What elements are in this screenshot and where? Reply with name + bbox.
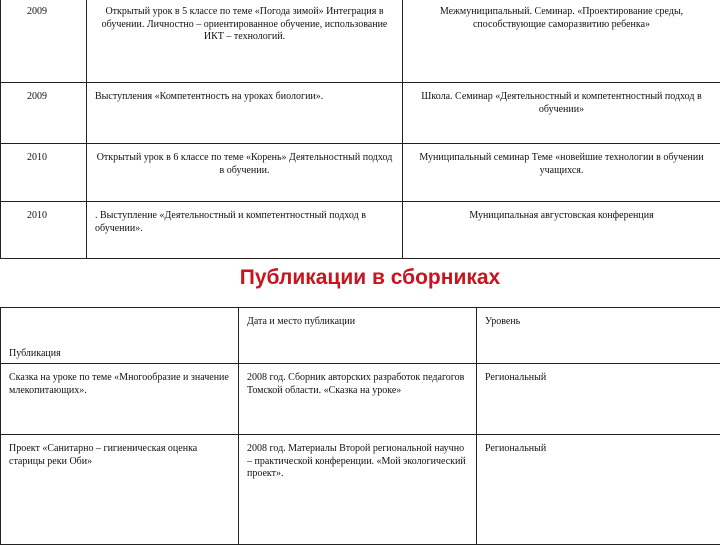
year-cell: 2010 [1,202,87,259]
header-level: Уровень [477,308,720,364]
level-cell: Школа. Семинар «Деятельностный и компетентностный подход в обучении» [403,83,720,144]
year-cell: 2009 [1,83,87,144]
header-publication: Публикация [1,308,239,364]
publication-cell: Проект «Санитарно – гигиеническая оценка старицы реки Оби» [1,435,239,545]
table-row [1,435,720,545]
publication-cell: Сказка на уроке по теме «Многообразие и значение млекопитающих». [1,364,239,435]
level-cell: Региональный [477,435,720,545]
table-row [1,202,720,259]
table-header-row [1,308,720,364]
level-cell: Региональный [477,364,720,435]
date-place-cell: 2008 год. Материалы Второй региональной научно – практической конференции. «Мой экологический проект». [239,435,477,545]
event-cell: Выступления «Компетентность на уроках биологии». [87,83,403,144]
event-cell: Открытый урок в 5 классе по теме «Погода зимой» Интеграция в обучении. Личностно – ориентированное обучение, использование ИКТ – технологий. [87,0,403,83]
publications-table [0,307,720,545]
table-row [1,83,720,144]
year-cell: 2010 [1,144,87,202]
table-row [1,144,720,202]
level-cell: Муниципальный семинар Теме «новейшие технологии в обучении учащихся. [403,144,720,202]
level-cell: Муниципальная августовская конференция [403,202,720,259]
table-row [1,364,720,435]
table-row [1,0,720,83]
header-date-place: Дата и место публикации [239,308,477,364]
year-cell: 2009 [1,0,87,83]
event-cell: Открытый урок в 6 классе по теме «Корень» Деятельностный подход в обучении. [87,144,403,202]
event-cell: . Выступление «Деятельностный и компетентностный подход в обучении». [87,202,403,259]
events-table [0,0,720,259]
section-heading: Публикации в сборниках [0,266,720,290]
date-place-cell: 2008 год. Сборник авторских разработок педагогов Томской области. «Сказка на уроке» [239,364,477,435]
level-cell: Межмуниципальный. Семинар. «Проектирование среды, способствующие саморазвитию ребенка» [403,0,720,83]
